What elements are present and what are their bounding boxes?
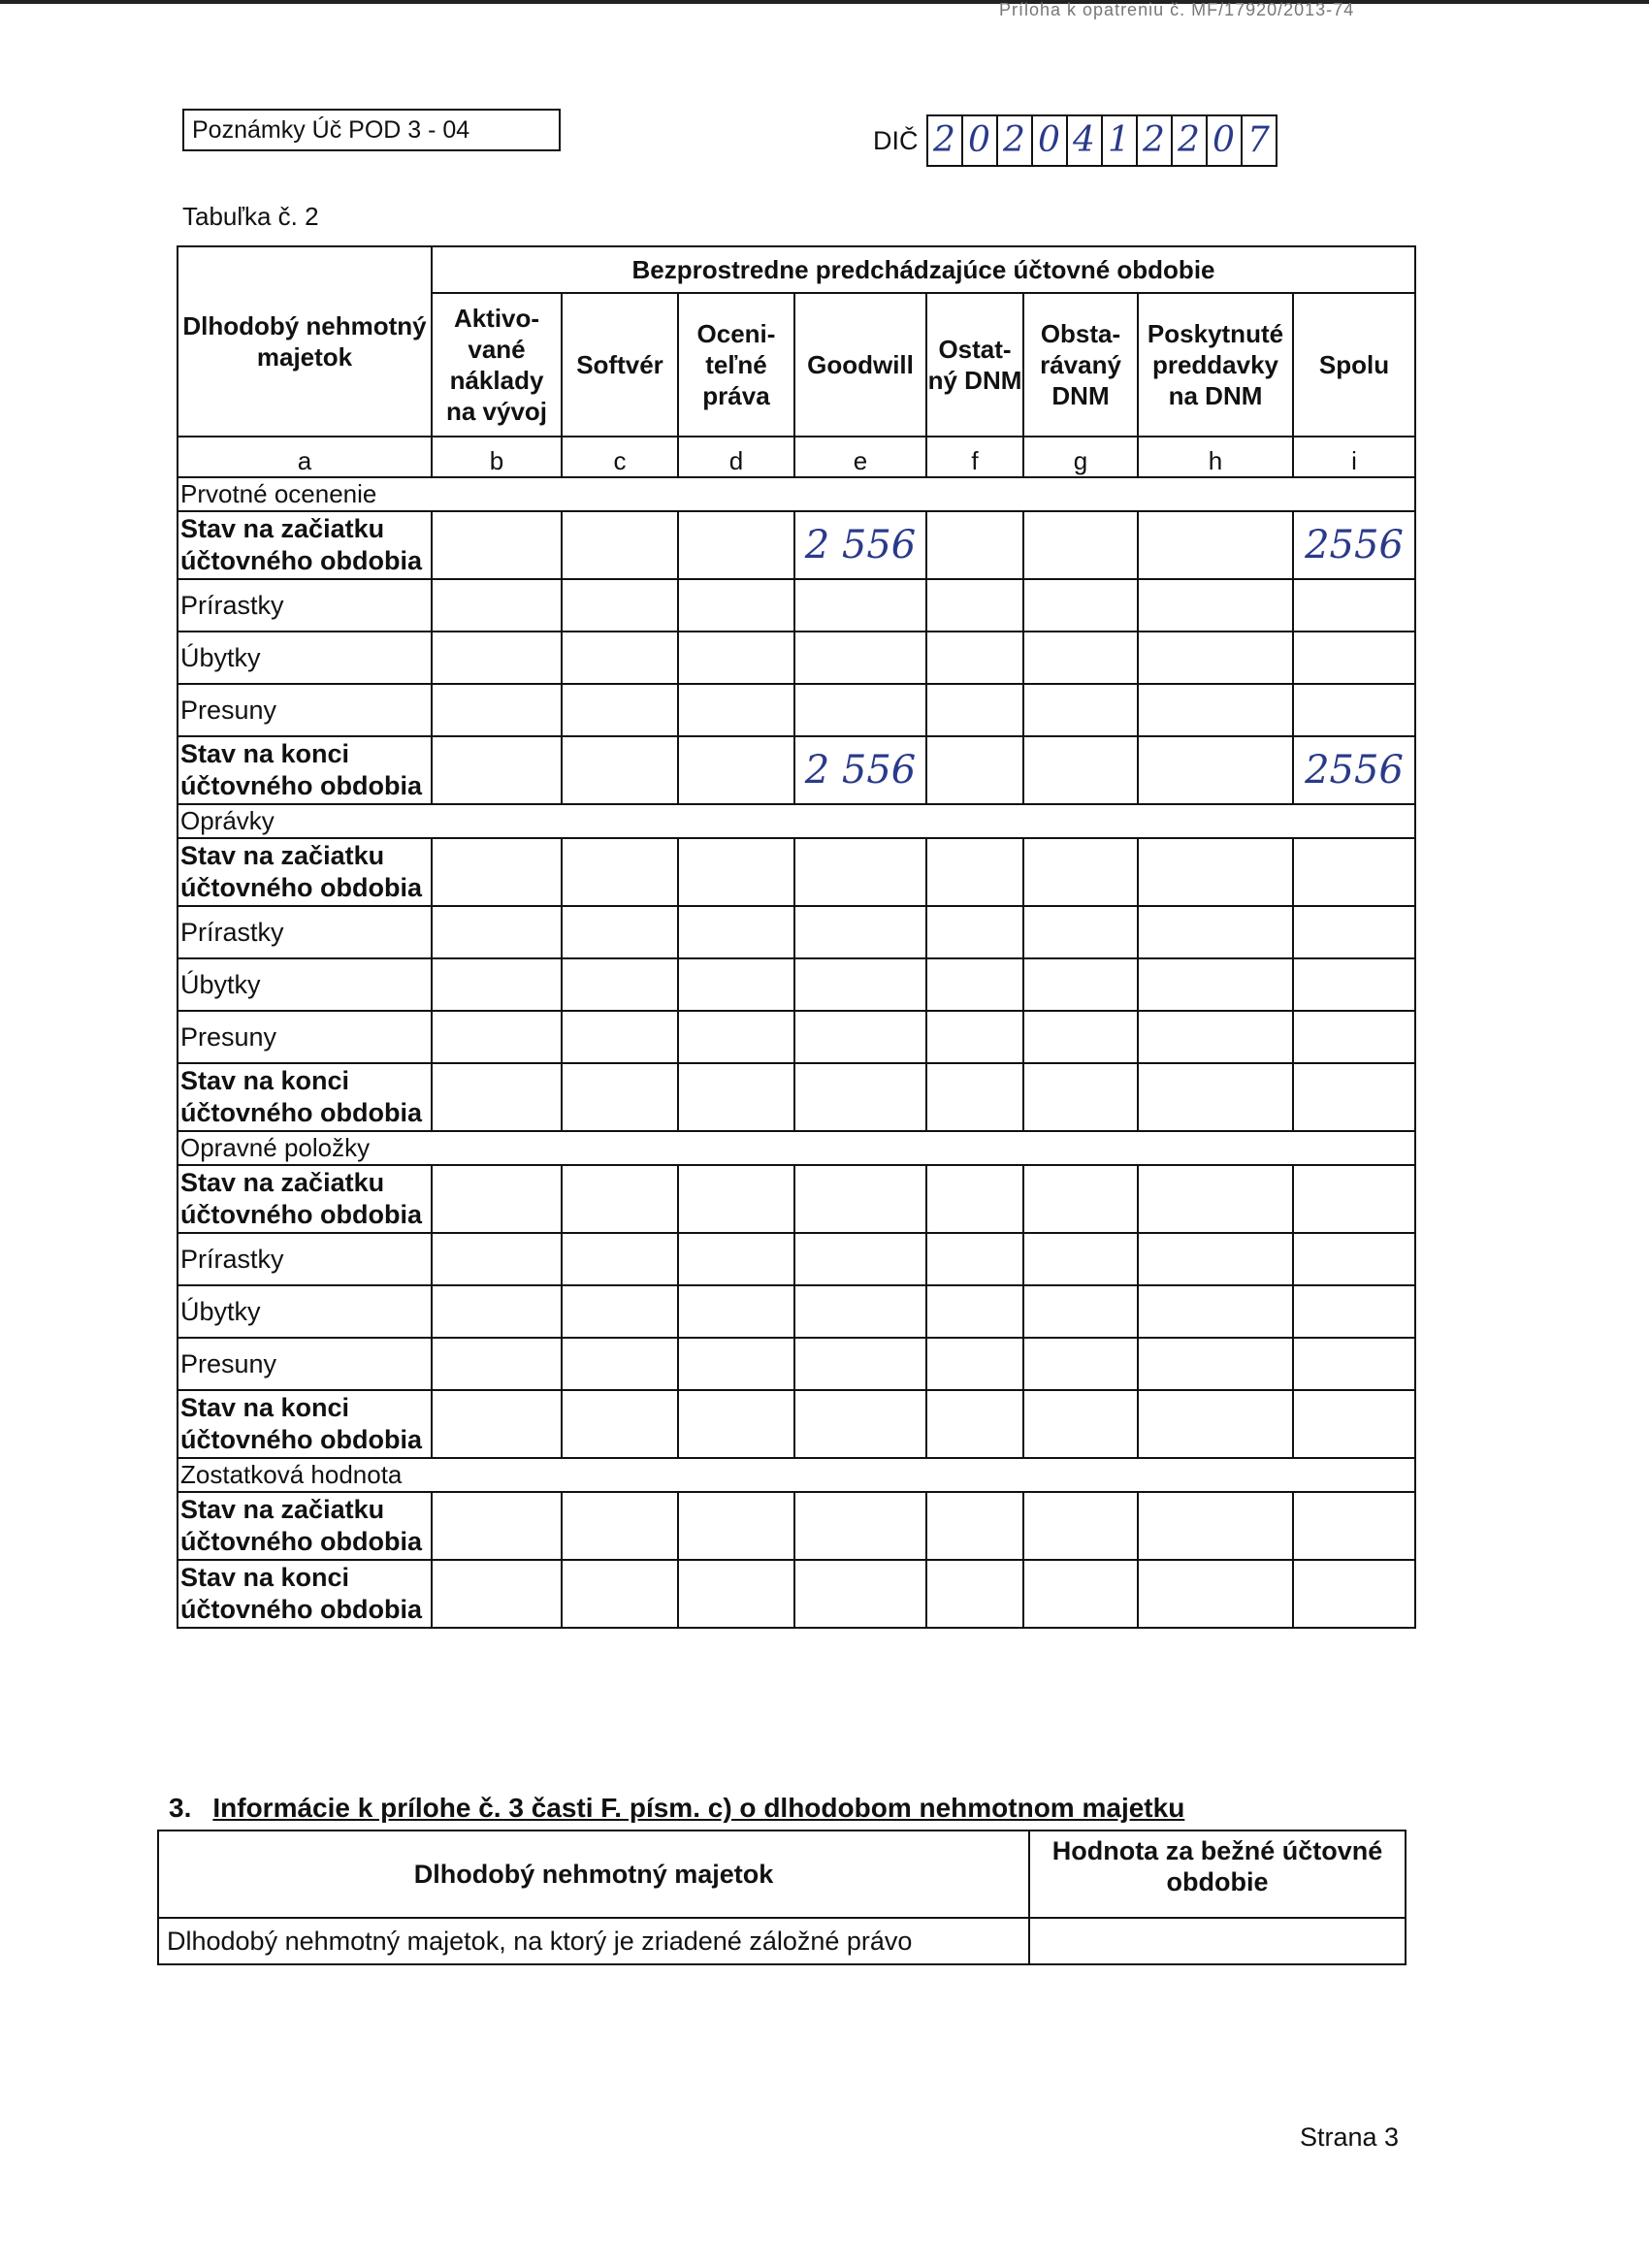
cell[interactable] <box>794 579 926 632</box>
cell[interactable] <box>432 684 562 736</box>
cell[interactable] <box>926 1011 1023 1063</box>
cell[interactable] <box>678 958 794 1011</box>
table-row <box>178 1560 1415 1628</box>
dic-label: DIČ <box>873 125 919 155</box>
section-row <box>178 1131 1415 1165</box>
section-row <box>178 804 1415 838</box>
cell[interactable] <box>1023 958 1138 1011</box>
row-label: Úbytky <box>178 632 432 684</box>
cell[interactable] <box>562 906 678 958</box>
row-label: Presuny <box>178 684 432 736</box>
cell[interactable] <box>1023 1011 1138 1063</box>
cell[interactable] <box>926 684 1023 736</box>
dic-digit[interactable]: 7 <box>1243 116 1277 165</box>
section3-title <box>169 1793 1184 1824</box>
column-letters-row <box>178 437 1415 477</box>
cell[interactable] <box>1138 1285 1293 1338</box>
cell[interactable] <box>1023 736 1138 804</box>
row-label: Prírastky <box>178 1233 432 1285</box>
cell[interactable] <box>562 838 678 906</box>
cell[interactable] <box>1023 838 1138 906</box>
cell[interactable] <box>926 511 1023 579</box>
cell[interactable] <box>562 579 678 632</box>
cell[interactable] <box>1138 1492 1293 1560</box>
cell[interactable] <box>678 1165 794 1233</box>
col-letter: a <box>178 437 432 477</box>
cell[interactable] <box>562 1390 678 1458</box>
col-letter: c <box>562 437 678 477</box>
cell[interactable] <box>562 511 678 579</box>
cell[interactable] <box>678 579 794 632</box>
cell[interactable] <box>1138 579 1293 632</box>
cell[interactable] <box>1138 1165 1293 1233</box>
row-label: Presuny <box>178 1338 432 1390</box>
cell[interactable] <box>926 632 1023 684</box>
cell[interactable] <box>432 1338 562 1390</box>
cell[interactable] <box>562 1492 678 1560</box>
cell[interactable] <box>926 579 1023 632</box>
cell[interactable] <box>794 1560 926 1628</box>
cell[interactable] <box>432 1560 562 1628</box>
cell[interactable] <box>678 1338 794 1390</box>
cell[interactable] <box>1293 684 1415 736</box>
cell[interactable] <box>926 1063 1023 1131</box>
row-label: Prírastky <box>178 579 432 632</box>
cell[interactable] <box>562 632 678 684</box>
cell[interactable] <box>1023 1063 1138 1131</box>
section-title: Prvotné ocenenie <box>178 477 1415 511</box>
cell[interactable] <box>1138 1338 1293 1390</box>
row-label: Stav na konci účtovného obdobia <box>178 736 432 804</box>
cell[interactable] <box>926 1390 1023 1458</box>
intangible-assets-table <box>177 245 1416 1629</box>
table-row <box>178 1063 1415 1131</box>
cell[interactable] <box>432 1492 562 1560</box>
cell[interactable] <box>1293 1063 1415 1131</box>
cell[interactable] <box>794 838 926 906</box>
cell[interactable] <box>1023 511 1138 579</box>
section-row <box>178 477 1415 511</box>
table-row <box>178 579 1415 632</box>
section-title: Oprávky <box>178 804 1415 838</box>
col-header-ostatny: Ostat-ný DNM <box>926 293 1023 437</box>
cell[interactable] <box>1138 511 1293 579</box>
row-header: Dlhodobý nehmotný majetok <box>178 246 432 437</box>
table-label: Tabuľka č. 2 <box>182 202 319 231</box>
table-row <box>178 1165 1415 1233</box>
col-letter: h <box>1138 437 1293 477</box>
cell[interactable] <box>1023 632 1138 684</box>
cell[interactable] <box>1293 1165 1415 1233</box>
cell[interactable] <box>926 958 1023 1011</box>
dic-field <box>873 114 1277 167</box>
cell[interactable] <box>432 1233 562 1285</box>
cell[interactable] <box>1023 684 1138 736</box>
cell[interactable] <box>926 906 1023 958</box>
cell[interactable] <box>1138 958 1293 1011</box>
row-label: Presuny <box>178 1011 432 1063</box>
cell[interactable] <box>678 684 794 736</box>
col-header-goodwill: Goodwill <box>794 293 926 437</box>
cell[interactable] <box>1023 906 1138 958</box>
cell[interactable] <box>1023 1338 1138 1390</box>
cell[interactable] <box>1293 838 1415 906</box>
cell[interactable] <box>432 579 562 632</box>
cell[interactable] <box>1023 1560 1138 1628</box>
cell[interactable] <box>1138 1233 1293 1285</box>
section-title: Opravné položky <box>178 1131 1415 1165</box>
table-row <box>178 684 1415 736</box>
cell[interactable] <box>678 1492 794 1560</box>
dic-digit[interactable]: 0 <box>1208 116 1243 165</box>
group-header: Bezprostredne predchádzajúce účtovné obdobie <box>432 246 1415 293</box>
cell[interactable] <box>432 906 562 958</box>
cell[interactable] <box>678 838 794 906</box>
cell[interactable] <box>794 1492 926 1560</box>
dic-digit[interactable]: 4 <box>1068 116 1103 165</box>
section3-number: 3. <box>169 1793 192 1823</box>
cell[interactable] <box>432 736 562 804</box>
dic-digit[interactable]: 2 <box>1138 116 1173 165</box>
cell[interactable] <box>1293 1492 1415 1560</box>
cell[interactable] <box>1023 1492 1138 1560</box>
cell[interactable] <box>1138 1063 1293 1131</box>
dic-digit[interactable]: 2 <box>998 116 1033 165</box>
col-header-preddavky: Poskytnuté preddavky na DNM <box>1138 293 1293 437</box>
cell[interactable] <box>1023 1233 1138 1285</box>
cell[interactable] <box>1293 1233 1415 1285</box>
cell[interactable] <box>432 838 562 906</box>
cell[interactable] <box>926 1233 1023 1285</box>
cell[interactable] <box>432 511 562 579</box>
cell[interactable] <box>926 1285 1023 1338</box>
cell[interactable] <box>562 1233 678 1285</box>
cell-goodwill[interactable]: 2 556 <box>794 736 926 804</box>
dic-digit-boxes <box>926 114 1277 167</box>
cell[interactable] <box>926 1165 1023 1233</box>
pledge-header-row <box>158 1831 1406 1918</box>
cell-goodwill[interactable]: 2 556 <box>794 511 926 579</box>
cell[interactable] <box>794 906 926 958</box>
cell[interactable] <box>678 736 794 804</box>
dic-digit[interactable]: 1 <box>1103 116 1138 165</box>
pledge-row-value[interactable] <box>1029 1918 1406 1964</box>
table-row <box>178 1011 1415 1063</box>
group-header-row <box>178 246 1415 293</box>
dic-digit[interactable]: 0 <box>1033 116 1068 165</box>
cell[interactable] <box>1293 906 1415 958</box>
row-label: Prírastky <box>178 906 432 958</box>
row-label: Stav na začiatku účtovného obdobia <box>178 1165 432 1233</box>
cell[interactable] <box>794 684 926 736</box>
cell[interactable] <box>678 1063 794 1131</box>
col-header-spolu: Spolu <box>1293 293 1415 437</box>
cell[interactable] <box>678 1285 794 1338</box>
col-header-obstaravany: Obsta-rávaný DNM <box>1023 293 1138 437</box>
cell[interactable] <box>562 1560 678 1628</box>
cell[interactable] <box>1293 1011 1415 1063</box>
cell-spolu[interactable]: 2556 <box>1293 511 1415 579</box>
row-label: Stav na konci účtovného obdobia <box>178 1560 432 1628</box>
cell[interactable] <box>794 1063 926 1131</box>
cell[interactable] <box>562 1165 678 1233</box>
col-letter: e <box>794 437 926 477</box>
cell[interactable] <box>1293 632 1415 684</box>
table-row <box>178 838 1415 906</box>
table-row <box>178 736 1415 804</box>
section3-title-text: Informácie k prílohe č. 3 časti F. písm. c) o dlhodobom nehmotnom majetku <box>212 1793 1185 1823</box>
cell[interactable] <box>562 684 678 736</box>
col-letter: b <box>432 437 562 477</box>
pledge-row <box>158 1918 1406 1964</box>
cell[interactable] <box>432 1390 562 1458</box>
cell[interactable] <box>432 1011 562 1063</box>
table-row <box>178 511 1415 579</box>
row-label: Stav na konci účtovného obdobia <box>178 1063 432 1131</box>
cell[interactable] <box>794 1165 926 1233</box>
cell[interactable] <box>562 958 678 1011</box>
cell[interactable] <box>1138 1011 1293 1063</box>
row-label: Stav na začiatku účtovného obdobia <box>178 838 432 906</box>
cell[interactable] <box>678 511 794 579</box>
table-row <box>178 906 1415 958</box>
table-row <box>178 958 1415 1011</box>
cell[interactable] <box>678 1011 794 1063</box>
top-border-line <box>0 0 1649 4</box>
cell[interactable] <box>432 1165 562 1233</box>
cell[interactable] <box>926 1492 1023 1560</box>
cell[interactable] <box>1023 1165 1138 1233</box>
cell-spolu[interactable]: 2556 <box>1293 736 1415 804</box>
cell[interactable] <box>1293 958 1415 1011</box>
cell[interactable] <box>1138 838 1293 906</box>
col-header-aktivovane: Aktivo-vané náklady na vývoj <box>432 293 562 437</box>
col-header-softver: Softvér <box>562 293 678 437</box>
cell[interactable] <box>1138 906 1293 958</box>
cell[interactable] <box>1138 1560 1293 1628</box>
cell[interactable] <box>678 906 794 958</box>
cell[interactable] <box>794 1338 926 1390</box>
row-label: Stav na začiatku účtovného obdobia <box>178 511 432 579</box>
form-code: Poznámky Úč POD 3 - 04 <box>182 109 561 151</box>
cell[interactable] <box>1138 632 1293 684</box>
cell[interactable] <box>432 1063 562 1131</box>
cell[interactable] <box>1023 1285 1138 1338</box>
pledge-row-label: Dlhodobý nehmotný majetok, na ktorý je zriadené záložné právo <box>158 1918 1029 1964</box>
section-title: Zostatková hodnota <box>178 1458 1415 1492</box>
cell[interactable] <box>432 1285 562 1338</box>
cell[interactable] <box>926 838 1023 906</box>
pledge-table <box>157 1830 1406 1965</box>
dic-digit[interactable]: 0 <box>963 116 998 165</box>
cell[interactable] <box>794 632 926 684</box>
cell[interactable] <box>794 1011 926 1063</box>
cell[interactable] <box>562 1285 678 1338</box>
dic-digit[interactable]: 2 <box>928 116 963 165</box>
cell[interactable] <box>562 1338 678 1390</box>
table-row <box>178 1390 1415 1458</box>
cell[interactable] <box>432 958 562 1011</box>
header-regulation-id: Príloha k opatreniu č. MF/17920/2013-74 <box>999 0 1355 19</box>
cell[interactable] <box>562 1063 678 1131</box>
col-letter: i <box>1293 437 1415 477</box>
section-row <box>178 1458 1415 1492</box>
table-row <box>178 1338 1415 1390</box>
col-header-ocenitelne: Oceni-teľné práva <box>678 293 794 437</box>
row-label: Stav na konci účtovného obdobia <box>178 1390 432 1458</box>
table-row <box>178 1492 1415 1560</box>
cell[interactable] <box>678 1233 794 1285</box>
col-letter: d <box>678 437 794 477</box>
pledge-col1-header: Dlhodobý nehmotný majetok <box>158 1831 1029 1918</box>
cell[interactable] <box>1293 579 1415 632</box>
cell[interactable] <box>926 1560 1023 1628</box>
pledge-col2-header: Hodnota za bežné účtovné obdobie <box>1029 1831 1406 1918</box>
cell[interactable] <box>1293 1285 1415 1338</box>
cell[interactable] <box>1138 684 1293 736</box>
row-label: Úbytky <box>178 1285 432 1338</box>
cell[interactable] <box>1138 736 1293 804</box>
cell[interactable] <box>678 632 794 684</box>
row-label: Stav na začiatku účtovného obdobia <box>178 1492 432 1560</box>
cell[interactable] <box>1138 1390 1293 1458</box>
cell[interactable] <box>794 1390 926 1458</box>
page-number: Strana 3 <box>1300 2122 1400 2152</box>
cell[interactable] <box>562 736 678 804</box>
cell[interactable] <box>1023 1390 1138 1458</box>
dic-digit[interactable]: 2 <box>1173 116 1208 165</box>
cell[interactable] <box>1293 1390 1415 1458</box>
cell[interactable] <box>926 736 1023 804</box>
table-row <box>178 632 1415 684</box>
table-row <box>178 1233 1415 1285</box>
cell[interactable] <box>1293 1338 1415 1390</box>
col-letter: g <box>1023 437 1138 477</box>
cell[interactable] <box>794 1233 926 1285</box>
cell[interactable] <box>562 1011 678 1063</box>
cell[interactable] <box>794 958 926 1011</box>
cell[interactable] <box>678 1390 794 1458</box>
row-label: Úbytky <box>178 958 432 1011</box>
cell[interactable] <box>1293 1560 1415 1628</box>
col-letter: f <box>926 437 1023 477</box>
cell[interactable] <box>794 1285 926 1338</box>
table-row <box>178 1285 1415 1338</box>
cell[interactable] <box>926 1338 1023 1390</box>
cell[interactable] <box>432 632 562 684</box>
cell[interactable] <box>678 1560 794 1628</box>
cell[interactable] <box>1023 579 1138 632</box>
